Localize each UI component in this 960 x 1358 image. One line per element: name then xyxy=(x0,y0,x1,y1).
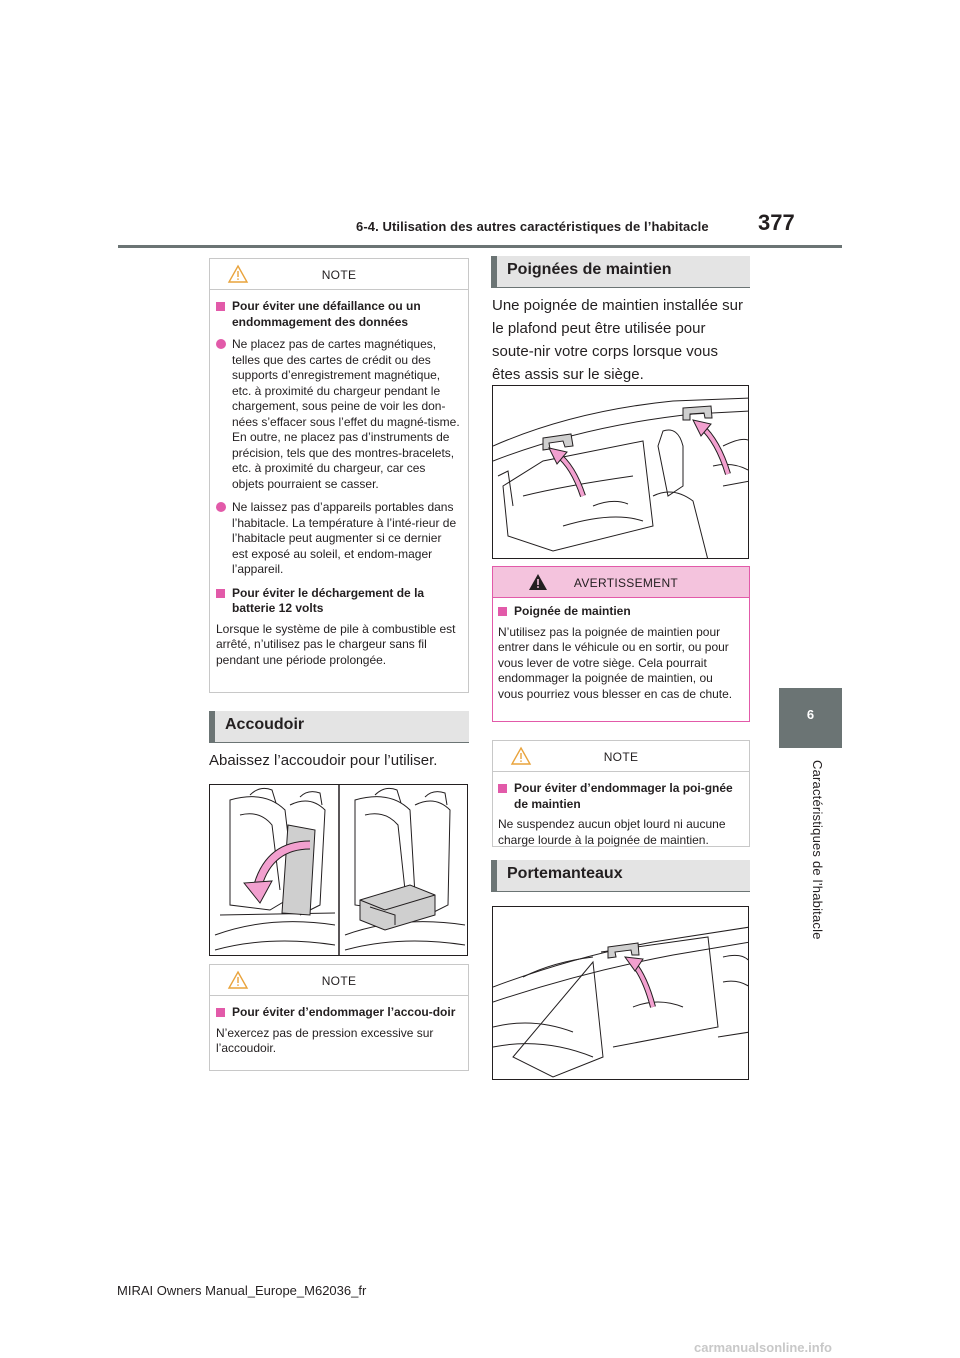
round-bullet-icon xyxy=(216,339,226,349)
chapter-label-container xyxy=(810,760,830,1040)
section-heading-grab-handles xyxy=(491,256,750,287)
warning-header xyxy=(493,567,749,598)
note-paragraph: Ne suspendez aucun objet lourd ni aucune charge lourde à la poignée de maintien. xyxy=(498,817,726,847)
note-heading-text: Pour éviter d’endommager l’accou-doir xyxy=(232,1005,456,1019)
warning-heading xyxy=(498,604,741,620)
coat-hook-drawing xyxy=(493,907,749,1080)
note-label: NOTE xyxy=(321,974,357,988)
note-bullet-text: Ne placez pas de cartes magnétiques, telles que des cartes de crédit ou des supports d’enregistrement magnétique, etc. à proximité du chargeur pendant le chargement, sous peine de voir les don-nées s’effacer sous l’effet du magné-tisme. En outre, ne placez pas d’instruments de précision, tels que des montres-bracelets, etc. à proximité du chargeur, car ces objets pourraient se casser. xyxy=(232,337,460,491)
note-box-data xyxy=(209,258,469,693)
note-header xyxy=(210,259,468,289)
note-label: NOTE xyxy=(321,268,357,282)
note-heading xyxy=(498,781,741,812)
section-underline xyxy=(491,287,750,288)
chapter-number: 6 xyxy=(806,707,815,722)
note-heading-text: Pour éviter une défaillance ou un endommagement des données xyxy=(232,299,421,329)
section-title: 6-4. Utilisation des autres caractéristiques de l’habitacle xyxy=(356,219,709,234)
warning-heading-text: Poignée de maintien xyxy=(514,604,631,618)
armrest-instruction: Abaissez l’accoudoir pour l’utiliser. xyxy=(209,752,438,769)
note-heading-text: Pour éviter d’endommager la poi-gnée de maintien xyxy=(514,781,733,811)
square-bullet-icon xyxy=(216,302,225,311)
chapter-label: Caractéristiques de l’habitacle xyxy=(810,760,825,940)
note-heading xyxy=(216,1005,460,1021)
note-paragraph: Lorsque le système de pile à combustible est arrêté, n’utilisez pas le chargeur sans fil pendant une période prolongée. xyxy=(216,621,456,667)
note-heading-text: Pour éviter le déchargement de la batterie 12 volts xyxy=(232,585,425,615)
note-label: NOTE xyxy=(603,750,639,764)
note-box-grab-handle xyxy=(492,740,750,847)
warning-paragraph: N’utilisez pas la poignée de maintien pour entrer dans le véhicule ou en sortir, ou pour vous lever de votre siège. Cela pourrait endommager la poignée de maintien, ou vous pourriez vous blesser en cas de chute. xyxy=(498,624,733,701)
square-bullet-icon xyxy=(216,589,225,598)
armrest-drawing xyxy=(210,785,468,956)
warning-box xyxy=(492,566,750,722)
header-divider xyxy=(118,245,842,248)
note-paragraph: N’exercez pas de pression excessive sur l’accoudoir. xyxy=(216,1025,434,1055)
note-box-armrest xyxy=(209,964,469,1071)
note-heading xyxy=(216,299,460,330)
grab-handle-illustration xyxy=(492,385,749,559)
watermark: carmanualsonline.info xyxy=(694,1340,832,1355)
note-header xyxy=(210,965,468,995)
section-underline xyxy=(209,742,469,743)
note-bullet xyxy=(216,337,460,492)
square-bullet-icon xyxy=(498,607,507,616)
round-bullet-icon xyxy=(216,502,226,512)
note-bullet xyxy=(216,500,460,578)
section-heading-armrest xyxy=(209,711,469,742)
section-underline xyxy=(491,891,750,892)
grab-handle-description: Une poignée de maintien installée sur le plafond peut être utilisée pour soute-nir votre corps lorsque vous êtes assis sur le siège. xyxy=(492,297,743,383)
note-bullet-text: Ne laissez pas d’appareils portables dans l’habitacle. La température à l’inté-rieur de l’habitacle peut augmenter si ce dernier est exposé au soleil, et endom-mager l’appareil. xyxy=(232,500,457,576)
coat-hook-illustration xyxy=(492,906,749,1080)
section-heading-text: Accoudoir xyxy=(225,716,305,733)
square-bullet-icon xyxy=(498,784,507,793)
note-heading xyxy=(216,586,460,617)
note-header xyxy=(493,741,749,771)
manual-footer: MIRAI Owners Manual_Europe_M62036_fr xyxy=(117,1283,367,1298)
section-heading-text: Portemanteaux xyxy=(507,865,623,882)
square-bullet-icon xyxy=(216,1008,225,1017)
grab-handle-drawing xyxy=(493,386,749,559)
section-heading-text: Poignées de maintien xyxy=(507,261,672,278)
warning-label: AVERTISSEMENT xyxy=(573,576,679,590)
section-heading-coat-hooks xyxy=(491,860,750,891)
page-number: 377 xyxy=(758,210,795,235)
armrest-illustration xyxy=(209,784,468,956)
